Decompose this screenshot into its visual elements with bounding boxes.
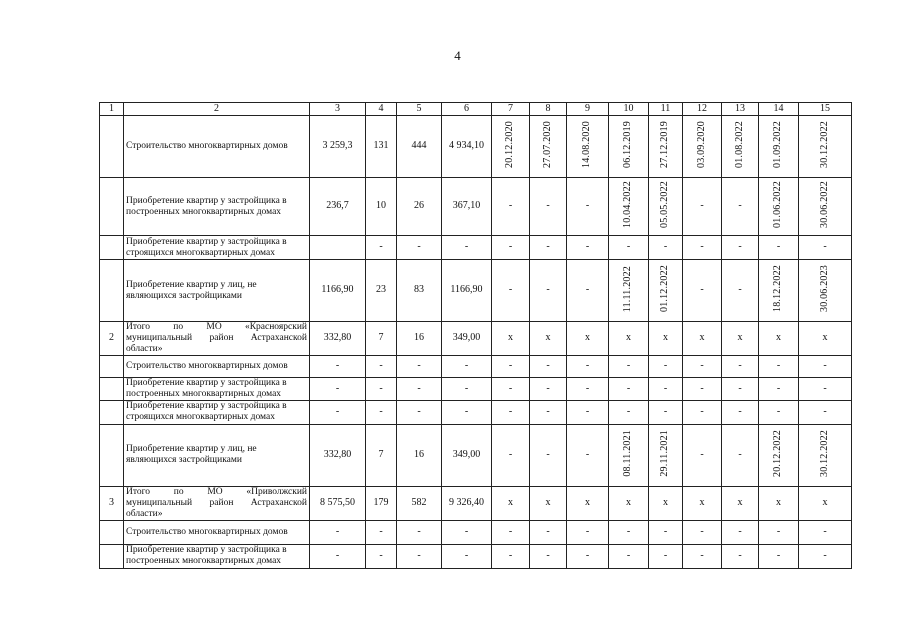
date-cell (799, 116, 852, 178)
value-cell: - (799, 355, 852, 377)
value-cell: x (492, 322, 530, 356)
value-cell: x (759, 322, 799, 356)
value-cell: - (567, 236, 609, 260)
value-cell: - (799, 377, 852, 400)
value-cell: - (683, 236, 722, 260)
value-cell: - (759, 236, 799, 260)
value-cell: - (609, 236, 649, 260)
row-name-cell: Строительство многоквартирных домов (124, 520, 310, 544)
value-cell: - (530, 400, 567, 424)
row-number-cell: 3 (100, 486, 124, 520)
date-value: 11.11.2022 (622, 265, 634, 312)
date-cell (722, 116, 759, 178)
row-name-cell: Приобретение квартир у застройщика в строящихся многоквартирных домах (124, 400, 310, 424)
row-number-cell (100, 400, 124, 424)
value-cell: - (567, 355, 609, 377)
value-cell: - (366, 520, 397, 544)
table-row (100, 544, 852, 568)
value-cell: 16 (397, 322, 442, 356)
value-cell: 236,7 (310, 178, 366, 236)
value-cell: - (722, 260, 759, 322)
value-cell: - (492, 544, 530, 568)
date-cell (683, 116, 722, 178)
value-cell: - (683, 260, 722, 322)
date-value: 01.08.2022 (733, 121, 745, 169)
data-table (99, 102, 852, 569)
value-cell: 179 (366, 486, 397, 520)
value-cell: x (492, 486, 530, 520)
row-number-cell (100, 377, 124, 400)
value-cell: 7 (366, 322, 397, 356)
table-row (100, 260, 852, 322)
row-name-cell: Строительство многоквартирных домов (124, 116, 310, 178)
value-cell: - (397, 377, 442, 400)
column-header: 8 (530, 103, 567, 116)
column-header: 10 (609, 103, 649, 116)
value-cell (310, 236, 366, 260)
date-cell (649, 424, 683, 486)
value-cell: - (722, 424, 759, 486)
value-cell: 4 934,10 (442, 116, 492, 178)
value-cell: - (492, 355, 530, 377)
table-row (100, 400, 852, 424)
date-cell (649, 116, 683, 178)
value-cell: - (567, 178, 609, 236)
date-cell (759, 116, 799, 178)
date-value: 03.09.2020 (695, 121, 707, 169)
value-cell: - (567, 260, 609, 322)
page-number: 4 (454, 48, 461, 63)
value-cell: - (649, 355, 683, 377)
value-cell: - (492, 520, 530, 544)
row-name-cell: Приобретение квартир у застройщика в построенных многоквартирных домах (124, 544, 310, 568)
value-cell: - (442, 236, 492, 260)
table-row (100, 116, 852, 178)
row-name-cell: Приобретение квартир у застройщика в построенных многоквартирных домах (124, 377, 310, 400)
value-cell: 1166,90 (442, 260, 492, 322)
date-cell (567, 116, 609, 178)
value-cell: - (530, 424, 567, 486)
value-cell: - (609, 377, 649, 400)
value-cell: - (799, 236, 852, 260)
value-cell: x (683, 322, 722, 356)
value-cell: - (366, 355, 397, 377)
value-cell: x (530, 322, 567, 356)
date-cell (649, 178, 683, 236)
value-cell: x (722, 486, 759, 520)
column-header: 7 (492, 103, 530, 116)
column-header: 3 (310, 103, 366, 116)
value-cell: x (567, 486, 609, 520)
row-number-cell (100, 544, 124, 568)
date-cell (799, 424, 852, 486)
value-cell: 131 (366, 116, 397, 178)
value-cell: - (530, 355, 567, 377)
value-cell: - (397, 520, 442, 544)
row-number-cell (100, 520, 124, 544)
date-value: 18.12.2022 (772, 265, 784, 313)
value-cell: x (683, 486, 722, 520)
value-cell: 26 (397, 178, 442, 236)
row-number-cell (100, 424, 124, 486)
value-cell: 8 575,50 (310, 486, 366, 520)
value-cell: - (366, 544, 397, 568)
value-cell: 83 (397, 260, 442, 322)
value-cell: 444 (397, 116, 442, 178)
value-cell: - (530, 236, 567, 260)
value-cell: - (683, 520, 722, 544)
date-value: 05.05.2022 (659, 181, 671, 229)
row-name-cell: Приобретение квартир у застройщика в строящихся многоквартирных домах (124, 236, 310, 260)
row-name-cell: Приобретение квартир у лиц, не являющихся застройщиками (124, 424, 310, 486)
value-cell: - (492, 424, 530, 486)
value-cell: - (310, 355, 366, 377)
value-cell: - (492, 400, 530, 424)
row-name-cell: Приобретение квартир у застройщика в построенных многоквартирных домах (124, 178, 310, 236)
value-cell: - (759, 520, 799, 544)
column-header: 4 (366, 103, 397, 116)
value-cell: 9 326,40 (442, 486, 492, 520)
table-row (100, 178, 852, 236)
value-cell: - (722, 355, 759, 377)
value-cell: - (683, 377, 722, 400)
value-cell: - (366, 236, 397, 260)
date-cell (609, 178, 649, 236)
date-value: 14.08.2020 (581, 121, 593, 169)
value-cell: - (492, 236, 530, 260)
value-cell: - (442, 400, 492, 424)
column-header: 2 (124, 103, 310, 116)
value-cell: x (759, 486, 799, 520)
table-row (100, 236, 852, 260)
value-cell: - (567, 520, 609, 544)
date-value: 01.09.2022 (772, 121, 784, 169)
row-name-cell: Итого по МО «Приволжский муниципальный район Астраханской области» (124, 486, 310, 520)
date-value: 27.12.2019 (659, 121, 671, 169)
value-cell: - (530, 544, 567, 568)
value-cell: - (722, 178, 759, 236)
row-number-cell: 2 (100, 322, 124, 356)
value-cell: - (683, 424, 722, 486)
value-cell: 349,00 (442, 424, 492, 486)
value-cell: - (799, 520, 852, 544)
value-cell: - (799, 544, 852, 568)
table-row (100, 486, 852, 520)
value-cell: - (530, 178, 567, 236)
row-name-cell: Итого по МО «Красноярский муниципальный район Астраханской области» (124, 322, 310, 356)
value-cell: - (609, 520, 649, 544)
value-cell: - (722, 236, 759, 260)
value-cell: 23 (366, 260, 397, 322)
value-cell: - (442, 544, 492, 568)
table-row (100, 322, 852, 356)
value-cell: - (722, 400, 759, 424)
value-cell: - (567, 544, 609, 568)
value-cell: - (722, 544, 759, 568)
value-cell: - (397, 355, 442, 377)
value-cell: - (530, 260, 567, 322)
value-cell: x (609, 486, 649, 520)
value-cell: - (649, 400, 683, 424)
date-cell (609, 424, 649, 486)
value-cell: 367,10 (442, 178, 492, 236)
value-cell: - (310, 377, 366, 400)
date-cell (609, 260, 649, 322)
row-number-cell (100, 236, 124, 260)
date-cell (799, 178, 852, 236)
value-cell: - (683, 178, 722, 236)
date-value: 30.12.2022 (818, 430, 830, 478)
row-number-cell (100, 116, 124, 178)
value-cell: - (609, 544, 649, 568)
date-value: 30.06.2022 (818, 181, 830, 229)
date-cell (799, 260, 852, 322)
value-cell: 3 259,3 (310, 116, 366, 178)
value-cell: x (799, 322, 852, 356)
value-cell: - (799, 400, 852, 424)
value-cell: - (442, 377, 492, 400)
value-cell: 332,80 (310, 322, 366, 356)
value-cell: 332,80 (310, 424, 366, 486)
row-number-cell (100, 260, 124, 322)
value-cell: - (683, 355, 722, 377)
value-cell: - (397, 236, 442, 260)
date-cell (649, 260, 683, 322)
date-cell (759, 424, 799, 486)
date-cell (492, 116, 530, 178)
value-cell: - (683, 544, 722, 568)
column-header: 1 (100, 103, 124, 116)
date-value: 27.07.2020 (541, 121, 553, 169)
column-header: 15 (799, 103, 852, 116)
column-header: 5 (397, 103, 442, 116)
value-cell: - (722, 520, 759, 544)
value-cell: - (722, 377, 759, 400)
column-header: 12 (683, 103, 722, 116)
value-cell: - (609, 400, 649, 424)
date-value: 29.11.2021 (659, 430, 671, 477)
date-value: 01.12.2022 (659, 265, 671, 313)
value-cell: - (442, 520, 492, 544)
value-cell: - (310, 544, 366, 568)
value-cell: - (649, 377, 683, 400)
value-cell: - (649, 236, 683, 260)
value-cell: 10 (366, 178, 397, 236)
column-number-row (100, 103, 852, 116)
value-cell: - (310, 400, 366, 424)
date-value: 06.12.2019 (622, 121, 634, 169)
value-cell: - (397, 544, 442, 568)
table-row (100, 355, 852, 377)
date-value: 08.11.2021 (622, 430, 634, 477)
date-cell (530, 116, 567, 178)
value-cell: - (492, 377, 530, 400)
date-cell (759, 178, 799, 236)
value-cell: 349,00 (442, 322, 492, 356)
value-cell: - (649, 520, 683, 544)
column-header: 13 (722, 103, 759, 116)
value-cell: x (722, 322, 759, 356)
value-cell: - (530, 520, 567, 544)
date-cell (609, 116, 649, 178)
value-cell: - (530, 377, 567, 400)
value-cell: x (799, 486, 852, 520)
row-number-cell (100, 178, 124, 236)
value-cell: - (492, 178, 530, 236)
value-cell: x (649, 486, 683, 520)
value-cell: - (683, 400, 722, 424)
value-cell: 16 (397, 424, 442, 486)
date-value: 10.04.2022 (622, 181, 634, 229)
row-name-cell: Приобретение квартир у лиц, не являющихся застройщиками (124, 260, 310, 322)
value-cell: - (442, 355, 492, 377)
date-value: 20.12.2020 (504, 121, 516, 169)
column-header: 6 (442, 103, 492, 116)
value-cell: x (567, 322, 609, 356)
value-cell: - (567, 400, 609, 424)
row-number-cell (100, 355, 124, 377)
value-cell: - (609, 355, 649, 377)
value-cell: x (649, 322, 683, 356)
column-header: 11 (649, 103, 683, 116)
value-cell: - (759, 544, 799, 568)
date-value: 20.12.2022 (772, 430, 784, 478)
value-cell: - (366, 400, 397, 424)
column-header: 9 (567, 103, 609, 116)
value-cell: - (310, 520, 366, 544)
value-cell: - (759, 355, 799, 377)
date-cell (759, 260, 799, 322)
date-value: 01.06.2022 (772, 181, 784, 229)
value-cell: x (609, 322, 649, 356)
value-cell: - (759, 400, 799, 424)
table-row (100, 377, 852, 400)
value-cell: - (649, 544, 683, 568)
value-cell: - (492, 260, 530, 322)
value-cell: 582 (397, 486, 442, 520)
table-row (100, 520, 852, 544)
table-row (100, 424, 852, 486)
value-cell: x (530, 486, 567, 520)
value-cell: 1166,90 (310, 260, 366, 322)
value-cell: - (567, 424, 609, 486)
row-name-cell: Строительство многоквартирных домов (124, 355, 310, 377)
column-header: 14 (759, 103, 799, 116)
date-value: 30.06.2023 (818, 265, 830, 313)
date-value: 30.12.2022 (818, 121, 830, 169)
value-cell: 7 (366, 424, 397, 486)
value-cell: - (397, 400, 442, 424)
value-cell: - (759, 377, 799, 400)
value-cell: - (366, 377, 397, 400)
value-cell: - (567, 377, 609, 400)
